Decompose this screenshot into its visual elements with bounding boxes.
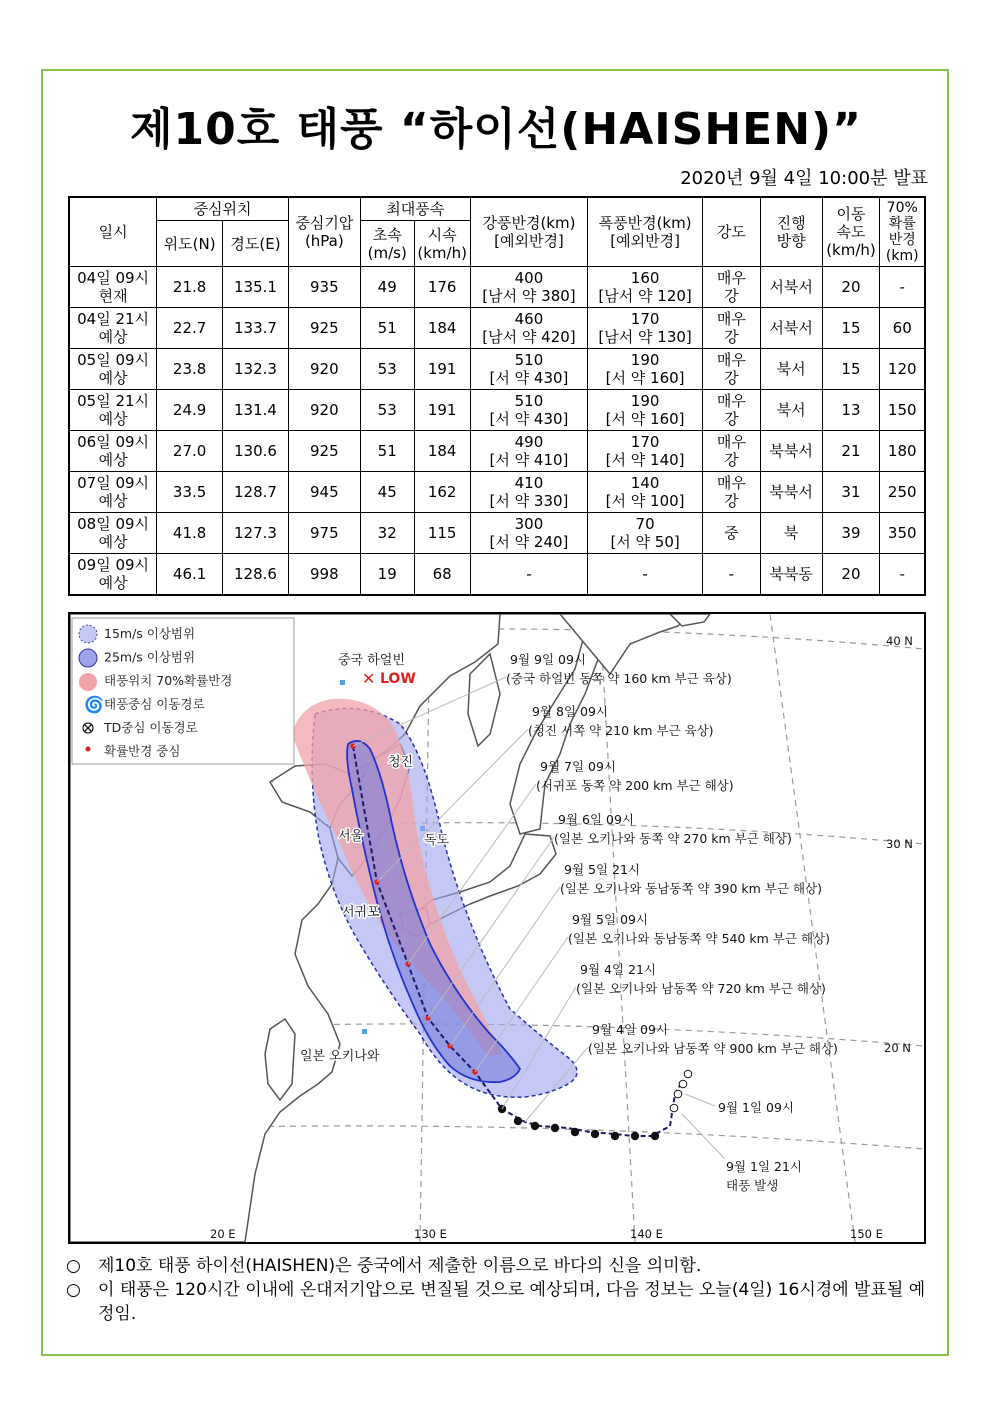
cell-date: 08일 09시 예상 [69, 513, 157, 554]
header-pressure: 중심기압 (hPa) [288, 197, 360, 267]
cell-pres: 920 [288, 390, 360, 431]
legend-item-label: 15m/s 이상범위 [104, 626, 196, 641]
typhoon-position-icon [631, 1132, 639, 1140]
cell-lat: 21.8 [157, 267, 223, 308]
header-storm-radius: 폭풍반경(km) [예외반경] [588, 197, 703, 267]
place-label: 청진 [388, 755, 414, 770]
map-legend [72, 618, 294, 764]
header-lat: 위도(N) [157, 221, 223, 267]
annotation-genesis-label: 태풍 발생 [726, 1178, 779, 1193]
td-position-icon [670, 1104, 678, 1112]
legend-typhoon-icon: 🌀 [84, 695, 104, 714]
place-label: 중국 하얼빈 [338, 653, 405, 668]
cell-dir: 서북서 [760, 267, 822, 308]
cell-spd: 13 [822, 390, 880, 431]
legend-item-label: TD중심 이동경로 [104, 720, 198, 735]
header-maxwind: 최대풍속 [360, 197, 470, 221]
typhoon-forecast-table [68, 196, 926, 596]
cell-date: 09일 09시 예상 [69, 554, 157, 596]
cell-prob: 120 [880, 349, 925, 390]
annotation-location: (일본 오키나와 남동쪽 약 720 km 부근 해상) [576, 981, 826, 996]
cell-lat: 22.7 [157, 308, 223, 349]
typhoon-position-icon [531, 1122, 539, 1130]
cell-dir: 서북서 [760, 308, 822, 349]
legend-probcenter-icon [86, 747, 91, 752]
annotation-start: 9월 1일 09시 [718, 1100, 794, 1115]
td-position-icon [684, 1070, 692, 1078]
cell-pres: 945 [288, 472, 360, 513]
issued-time: 2020년 9월 4일 10:00분 발표 [680, 168, 928, 189]
cell-ms: 19 [360, 554, 414, 596]
cell-lat: 33.5 [157, 472, 223, 513]
cell-strong: - [470, 554, 588, 596]
cell-int: 매우 강 [702, 472, 760, 513]
cell-date: 04일 09시 현재 [69, 267, 157, 308]
cell-strong: 410 [서 약 330] [470, 472, 588, 513]
header-time: 일시 [69, 197, 157, 267]
cell-storm: 190 [서 약 160] [588, 390, 703, 431]
annotation-genesis-time: 9월 1일 21시 [726, 1159, 802, 1174]
cell-spd: 21 [822, 431, 880, 472]
lat-label: 40 N [886, 634, 913, 648]
annotation-location: (일본 오키나와 동쪽 약 270 km 부근 해상) [554, 831, 792, 846]
annotation-time: 9월 4일 09시 [592, 1022, 668, 1037]
cell-dir: 북서 [760, 349, 822, 390]
cell-prob: 250 [880, 472, 925, 513]
cell-spd: 31 [822, 472, 880, 513]
svg-text:✕: ✕ [362, 669, 376, 688]
cell-lon: 128.6 [223, 554, 289, 596]
cell-int: 매우 강 [702, 431, 760, 472]
header-prob-radius: 70% 확률 반경 (km) [880, 197, 925, 267]
cell-ms: 53 [360, 390, 414, 431]
typhoon-position-icon [514, 1117, 522, 1125]
note-1 [66, 1254, 926, 1278]
legend-prob-icon [79, 673, 97, 691]
place-label: 서울 [338, 829, 364, 844]
annotation-location: (중국 하얼빈 동쪽 약 160 km 부근 육상) [506, 671, 732, 686]
cell-strong: 300 [서 약 240] [470, 513, 588, 554]
cell-lon: 135.1 [223, 267, 289, 308]
cell-strong: 510 [서 약 430] [470, 349, 588, 390]
cell-ms: 53 [360, 349, 414, 390]
track-map-svg [70, 614, 924, 1242]
table-row [69, 267, 925, 308]
cell-pres: 920 [288, 349, 360, 390]
annotation-location: (일본 오키나와 동남동쪽 약 540 km 부근 해상) [568, 931, 830, 946]
cell-dir: 북북서 [760, 472, 822, 513]
typhoon-position-icon [651, 1132, 659, 1140]
cell-int: 매우 강 [702, 390, 760, 431]
header-strong-radius: 강풍반경(km) [예외반경] [470, 197, 588, 267]
cell-prob: 60 [880, 308, 925, 349]
cell-pres: 935 [288, 267, 360, 308]
cell-kmh: 68 [414, 554, 470, 596]
annotation-time: 9월 9일 09시 [510, 652, 586, 667]
cell-int: 매우 강 [702, 349, 760, 390]
typhoon-position-icon [611, 1132, 619, 1140]
cell-kmh: 191 [414, 349, 470, 390]
annotation-location: (일본 오키나와 동남동쪽 약 390 km 부근 해상) [560, 881, 822, 896]
cell-lat: 23.8 [157, 349, 223, 390]
notes [66, 1254, 926, 1326]
header-speed: 이동 속도 (km/h) [822, 197, 880, 267]
cell-kmh: 162 [414, 472, 470, 513]
page-title: 제10호 태풍 “하이선(HAISHEN)” [129, 104, 863, 155]
cell-prob: 350 [880, 513, 925, 554]
cell-lat: 27.0 [157, 431, 223, 472]
cell-pres: 975 [288, 513, 360, 554]
header-center: 중심위치 [157, 197, 289, 221]
cell-pres: 998 [288, 554, 360, 596]
note-bullet: ○ [66, 1256, 81, 1276]
note-1-text: 제10호 태풍 하이선(HAISHEN)은 중국에서 제출한 이름으로 바다의 신을 의미함. [98, 1256, 702, 1276]
annotation-location: (일본 오키나와 남동쪽 약 900 km 부근 해상) [588, 1041, 838, 1056]
place-label: 서귀포 [342, 905, 380, 920]
legend-item-label: 25m/s 이상범위 [104, 649, 196, 665]
cell-prob: - [880, 267, 925, 308]
table-row [69, 554, 925, 596]
cell-kmh: 176 [414, 267, 470, 308]
cell-lon: 128.7 [223, 472, 289, 513]
cell-lon: 132.3 [223, 349, 289, 390]
cell-int: 매우 강 [702, 308, 760, 349]
cell-spd: 39 [822, 513, 880, 554]
annotation-time: 9월 8일 09시 [532, 704, 608, 719]
table-row [69, 349, 925, 390]
annotation-time: 9월 5일 09시 [572, 912, 648, 927]
typhoon-position-icon [571, 1128, 579, 1136]
cell-lon: 127.3 [223, 513, 289, 554]
cell-storm: 160 [남서 약 120] [588, 267, 703, 308]
cell-storm: 190 [서 약 160] [588, 349, 703, 390]
header-ms: 초속 (m/s) [360, 221, 414, 267]
table-row [69, 390, 925, 431]
lat-label: 20 N [884, 1041, 911, 1055]
cell-ms: 51 [360, 308, 414, 349]
cell-spd: 20 [822, 267, 880, 308]
cell-storm: - [588, 554, 703, 596]
cell-date: 06일 09시 예상 [69, 431, 157, 472]
legend-item-label: 확률반경 중심 [104, 743, 181, 759]
annotation-time: 9월 7일 09시 [540, 759, 616, 774]
cell-pres: 925 [288, 431, 360, 472]
annotation-time: 9월 6일 09시 [558, 812, 634, 827]
header-kmh: 시속 (km/h) [414, 221, 470, 267]
table-row [69, 431, 925, 472]
cell-int: - [702, 554, 760, 596]
cell-dir: 북북서 [760, 431, 822, 472]
cell-lat: 24.9 [157, 390, 223, 431]
cell-strong: 400 [남서 약 380] [470, 267, 588, 308]
cell-kmh: 191 [414, 390, 470, 431]
cell-strong: 490 [서 약 410] [470, 431, 588, 472]
cell-int: 매우 강 [702, 267, 760, 308]
typhoon-position-icon [551, 1124, 559, 1132]
header-direction: 진행 방향 [760, 197, 822, 267]
cell-ms: 49 [360, 267, 414, 308]
annotation-time: 9월 5일 21시 [564, 862, 640, 877]
cell-dir: 북북동 [760, 554, 822, 596]
cell-lat: 46.1 [157, 554, 223, 596]
cell-int: 중 [702, 513, 760, 554]
cell-dir: 북 [760, 513, 822, 554]
cell-lon: 130.6 [223, 431, 289, 472]
cell-date: 05일 09시 예상 [69, 349, 157, 390]
lon-label: 150 E [850, 1227, 883, 1241]
lon-label: 130 E [414, 1227, 447, 1241]
cell-pres: 925 [288, 308, 360, 349]
cell-date: 04일 21시 예상 [69, 308, 157, 349]
cell-kmh: 115 [414, 513, 470, 554]
svg-text:LOW: LOW [380, 671, 416, 687]
cell-spd: 15 [822, 349, 880, 390]
note-bullet: ○ [66, 1280, 81, 1300]
annotation-location: (청진 서쪽 약 210 km 부근 육상) [528, 723, 714, 738]
td-position-icon [674, 1090, 682, 1098]
cell-lon: 131.4 [223, 390, 289, 431]
cell-lon: 133.7 [223, 308, 289, 349]
legend-item-label: 태풍위치 70%확률반경 [104, 673, 233, 688]
note-2 [66, 1278, 926, 1326]
cell-prob: 150 [880, 390, 925, 431]
cell-storm: 170 [서 약 140] [588, 431, 703, 472]
lon-label: 20 E [210, 1227, 236, 1241]
cell-dir: 북서 [760, 390, 822, 431]
cell-kmh: 184 [414, 308, 470, 349]
cell-ms: 32 [360, 513, 414, 554]
low-marker [362, 669, 416, 688]
cell-ms: 51 [360, 431, 414, 472]
cell-strong: 510 [서 약 430] [470, 390, 588, 431]
cell-date: 05일 21시 예상 [69, 390, 157, 431]
place-label: 일본 오키나와 [300, 1049, 380, 1064]
cell-spd: 15 [822, 308, 880, 349]
cell-prob: 180 [880, 431, 925, 472]
typhoon-track-map [68, 612, 926, 1244]
header-intensity: 강도 [702, 197, 760, 267]
cell-date: 07일 09시 예상 [69, 472, 157, 513]
lat-label: 30 N [886, 837, 913, 851]
lon-label: 140 E [630, 1227, 663, 1241]
cell-strong: 460 [남서 약 420] [470, 308, 588, 349]
cell-storm: 140 [서 약 100] [588, 472, 703, 513]
annotation-location: (서귀포 동쪽 약 200 km 부근 해상) [536, 778, 734, 793]
place-label: 독도 [424, 833, 450, 848]
typhoon-position-icon [591, 1130, 599, 1138]
cell-spd: 20 [822, 554, 880, 596]
cell-kmh: 184 [414, 431, 470, 472]
legend-15ms-icon [79, 625, 97, 643]
td-position-icon [679, 1080, 687, 1088]
cell-storm: 70 [서 약 50] [588, 513, 703, 554]
note-2-text: 이 태풍은 120시간 이내에 온대저기압으로 변질될 것으로 예상되며, 다음 정보는 오늘(4일) 16시경에 발표될 예정임. [98, 1280, 926, 1324]
table-row [69, 308, 925, 349]
table-row [69, 472, 925, 513]
legend-item-label: 태풍중심 이동경로 [104, 696, 205, 712]
header-lon: 경도(E) [223, 221, 289, 267]
cell-storm: 170 [남서 약 130] [588, 308, 703, 349]
annotation-time: 9월 4일 21시 [580, 962, 656, 977]
cell-ms: 45 [360, 472, 414, 513]
table-row [69, 513, 925, 554]
cell-lat: 41.8 [157, 513, 223, 554]
cell-prob: - [880, 554, 925, 596]
legend-25ms-icon [79, 649, 97, 667]
